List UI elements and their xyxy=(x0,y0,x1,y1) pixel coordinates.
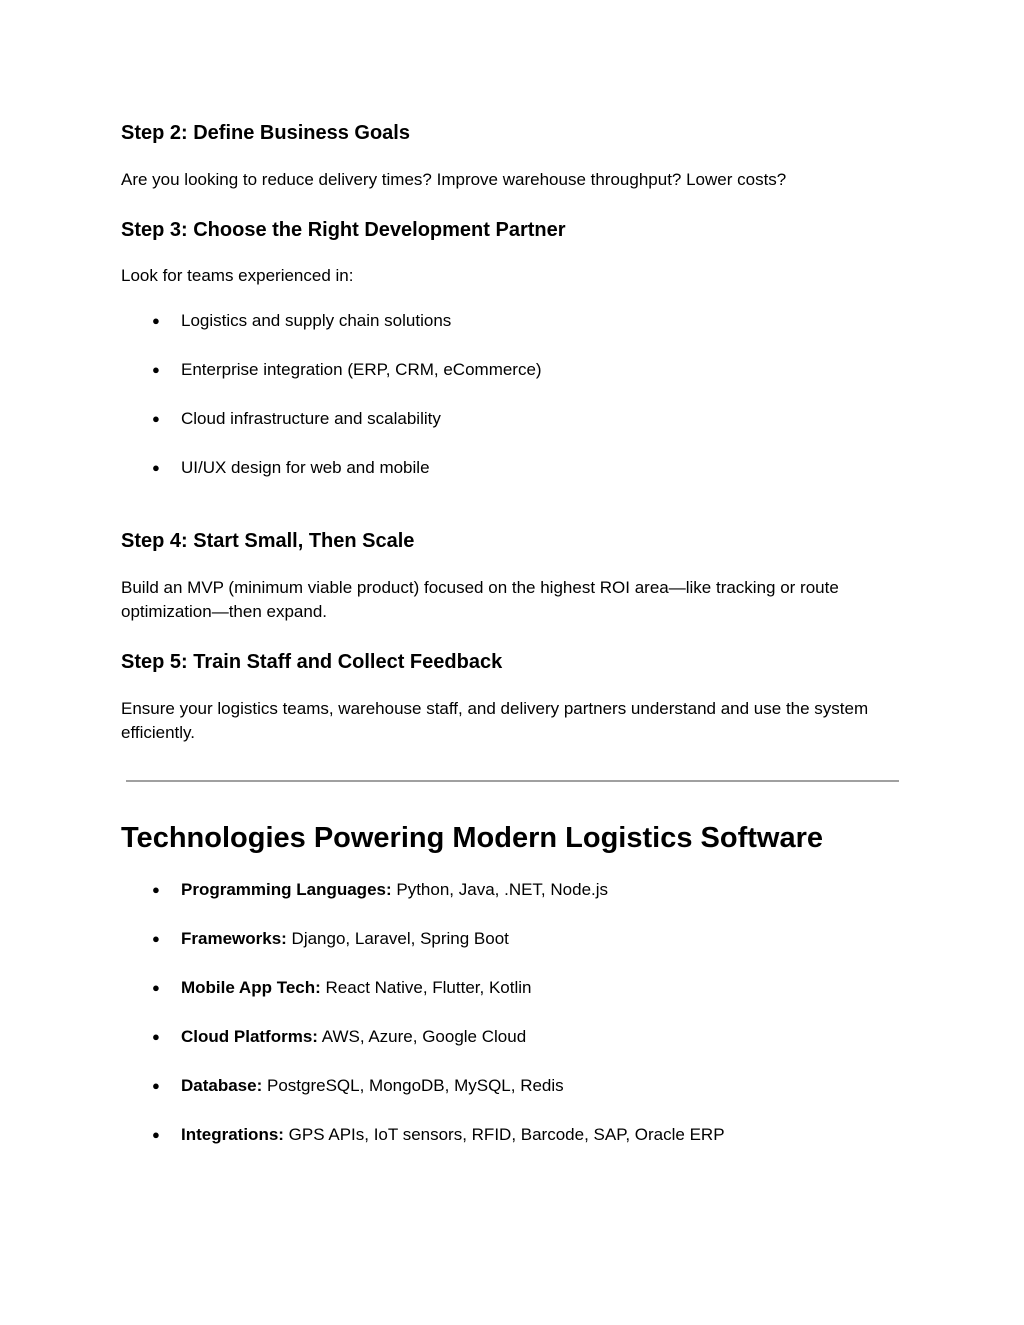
list-item-text xyxy=(181,976,531,1000)
list-item-text xyxy=(181,878,608,902)
bullet-icon: ● xyxy=(152,882,160,897)
bullet-icon: ● xyxy=(152,980,160,995)
step4-heading: Step 4: Start Small, Then Scale xyxy=(121,530,415,552)
item-value: GPS APIs, IoT sensors, RFID, Barcode, SAP, Oracle ERP xyxy=(283,1125,725,1144)
item-label: Frameworks: xyxy=(181,929,287,948)
bullet-icon: ● xyxy=(152,362,160,377)
bullet-icon: ● xyxy=(152,411,160,426)
item-label: Cloud Platforms: xyxy=(181,1027,318,1046)
item-value: PostgreSQL, MongoDB, MySQL, Redis xyxy=(262,1076,564,1095)
bullet-icon: ● xyxy=(152,1029,160,1044)
item-label: Integrations: xyxy=(181,1125,284,1144)
technologies-heading: Technologies Powering Modern Logistics Software xyxy=(121,822,823,854)
bullet-icon: ● xyxy=(152,1078,160,1093)
item-label: Programming Languages: xyxy=(181,880,392,899)
horizontal-divider xyxy=(126,780,899,782)
step3-heading: Step 3: Choose the Right Development Partner xyxy=(121,219,566,241)
item-value: Django, Laravel, Spring Boot xyxy=(286,929,509,948)
list-item-text: Cloud infrastructure and scalability xyxy=(181,409,441,428)
item-label: Database: xyxy=(181,1076,263,1095)
step2-body: Are you looking to reduce delivery times? Improve warehouse throughput? Lower costs? xyxy=(121,170,787,189)
list-item-text: Enterprise integration (ERP, CRM, eCommerce) xyxy=(181,360,542,379)
step2-heading: Step 2: Define Business Goals xyxy=(121,122,410,144)
item-label: Mobile App Tech: xyxy=(181,978,321,997)
list-item-text xyxy=(181,1074,564,1098)
bullet-icon: ● xyxy=(152,931,160,946)
list-item-text: Logistics and supply chain solutions xyxy=(181,311,452,330)
item-value: Python, Java, .NET, Node.js xyxy=(391,880,609,899)
bullet-icon: ● xyxy=(152,1127,160,1142)
item-value: AWS, Azure, Google Cloud xyxy=(317,1027,527,1046)
step5-body: Ensure your logistics teams, warehouse staff, and delivery partners understand and use the system efficiently. xyxy=(121,699,869,742)
step3-intro: Look for teams experienced in: xyxy=(121,266,354,285)
step5-heading: Step 5: Train Staff and Collect Feedback xyxy=(121,651,503,673)
list-item-text xyxy=(181,927,509,951)
item-value: React Native, Flutter, Kotlin xyxy=(320,978,532,997)
step4-body: Build an MVP (minimum viable product) focused on the highest ROI area—like tracking or route optimization—then expand. xyxy=(121,578,839,621)
bullet-icon: ● xyxy=(152,460,160,475)
bullet-icon: ● xyxy=(152,313,160,328)
list-item-text xyxy=(181,1025,526,1049)
list-item-text: UI/UX design for web and mobile xyxy=(181,458,430,477)
list-item-text xyxy=(181,1123,725,1147)
